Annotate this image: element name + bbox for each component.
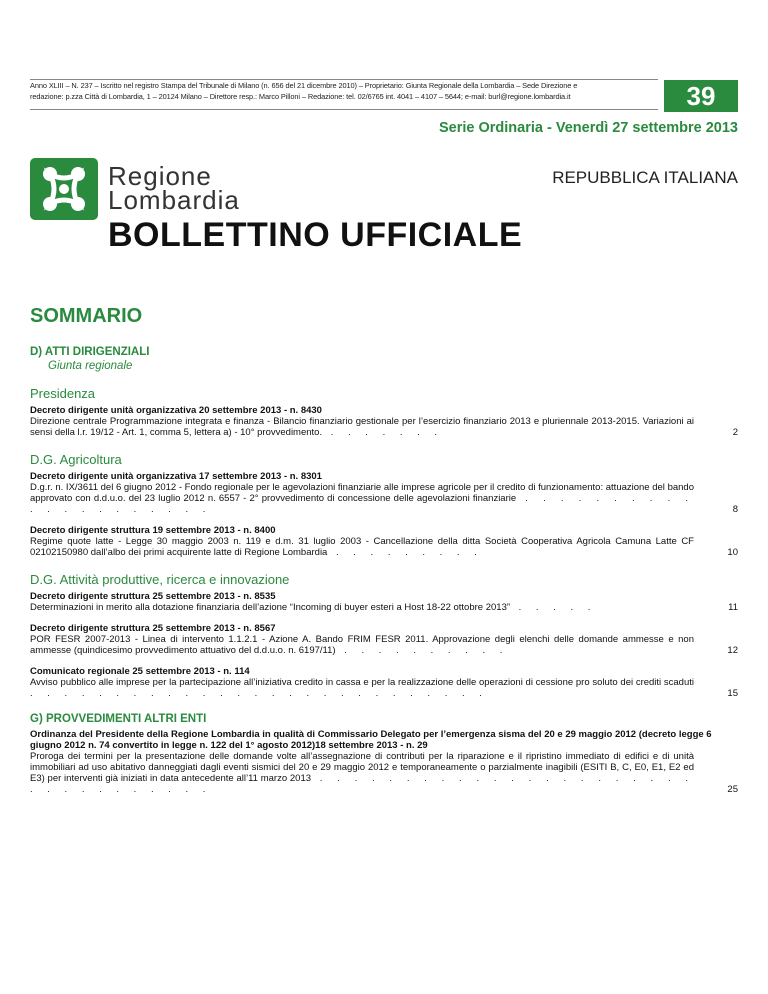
toc-entry[interactable] bbox=[30, 666, 738, 699]
leader-dots: . . . . . . . bbox=[322, 427, 444, 438]
region-name-line-2: Lombardia bbox=[108, 185, 240, 215]
serie-date: Serie Ordinaria - Venerdì 27 settembre 2013 bbox=[438, 120, 738, 136]
region-name-line-1: Regione bbox=[108, 161, 212, 191]
region-name bbox=[108, 161, 240, 215]
toc-entry[interactable] bbox=[30, 471, 738, 515]
section-d-subheading: Giunta regionale bbox=[48, 360, 133, 372]
bulletin-title: BOLLETTINO UFFICIALE bbox=[108, 216, 523, 254]
table-of-contents bbox=[30, 346, 738, 805]
toc-entry[interactable] bbox=[30, 405, 738, 438]
entry-body: POR FESR 2007-2013 - Linea di intervento 1.1.2.1 - Azione A. Bando FRIM FESR 2011. Approvazione degli elenchi delle domande ammesse e non ammesse (quindicesimo provvedimento attuativo del d.d.u.o. n. 6197/11) bbox=[30, 634, 694, 656]
republic-label: REPUBBLICA ITALIANA bbox=[552, 168, 738, 187]
section-g-heading: G) PROVVEDIMENTI ALTRI ENTI bbox=[30, 713, 207, 725]
entry-title: Decreto dirigente struttura 25 settembre 2013 - n. 8535 bbox=[30, 591, 276, 602]
group-title-presidenza: Presidenza bbox=[30, 386, 96, 401]
entry-title: Decreto dirigente unità organizzativa 20 settembre 2013 - n. 8430 bbox=[30, 405, 322, 416]
entry-page: 11 bbox=[728, 602, 738, 613]
leader-dots: . . . . . . . . . . . . . . . . . . . . . . . . . . . . . . . . . bbox=[30, 773, 694, 795]
rosa-camuna-icon bbox=[30, 158, 98, 220]
group-title-attivita-produttive: D.G. Attività produttive, ricerca e innovazione bbox=[30, 572, 290, 587]
entry-body-wrap bbox=[30, 751, 738, 795]
entry-title: Ordinanza del Presidente della Regione Lombardia in qualità di Commissario Delegato per l’emergenza sisma del 20 e 29 maggio 2012 (decreto legge 6 giugno 2012 n. 74 convertito in legge n. 122 del 1° agosto 2012)18 settembre 2013 - n. 29 bbox=[30, 729, 712, 751]
toc-entry[interactable] bbox=[30, 623, 738, 656]
entry-body-wrap bbox=[30, 416, 738, 438]
masthead-line-2: redazione: p.zza Città di Lombardia, 1 – 20124 Milano – Direttore resp.: Marco Pilloni – Redazione: tel. 02/6765 int. 4041 – 4107 – 5644; e-mail: burl@regione.lombardia.it bbox=[30, 92, 571, 101]
entry-title: Decreto dirigente unità organizzativa 17 settembre 2013 - n. 8301 bbox=[30, 471, 322, 482]
entry-page: 15 bbox=[727, 688, 738, 699]
leader-dots: . . . . . . . . . . bbox=[335, 645, 509, 656]
entry-title: Comunicato regionale 25 settembre 2013 - n. 114 bbox=[30, 666, 250, 677]
entry-body-wrap bbox=[30, 677, 738, 699]
entry-body: D.g.r. n. IX/3611 del 6 giugno 2012 - Fondo regionale per le agevolazioni finanziarie alle imprese agricole per il credito di funzionamento: attuazione del bando approvato con d.d.u.o. del 23 luglio 2012 n. 6557 - 2° provvedimento di concessione delle agevolazioni finanziarie bbox=[30, 482, 694, 504]
entry-title: Decreto dirigente struttura 25 settembre 2013 - n. 8567 bbox=[30, 623, 276, 634]
masthead bbox=[30, 80, 658, 108]
leader-dots: . . . . . bbox=[510, 602, 597, 613]
leader-dots: . . . . . . . . . . . . . . . . . . . . . . . . . . . bbox=[30, 688, 488, 699]
sommario-heading: SOMMARIO bbox=[30, 305, 143, 327]
entry-body-wrap bbox=[30, 634, 738, 656]
entry-body: Direzione centrale Programmazione integrata e finanza - Bilancio finanziario gestionale per l’esercizio finanziario 2013 e pluriennale 2013-2015. Variazioni ai sensi della l.r. 19/12 - Art. 1, comma 5, lettera a) - 10° provvedimento. bbox=[30, 416, 694, 438]
entry-page: 25 bbox=[727, 784, 738, 795]
entry-title: Decreto dirigente struttura 19 settembre 2013 - n. 8400 bbox=[30, 525, 276, 536]
entry-page: 8 bbox=[732, 504, 738, 515]
leader-dots: . . . . . . . . . . . . . . . . . . . . . bbox=[30, 493, 694, 515]
masthead-line-1: Anno XLIII – N. 237 – Iscritto nel registro Stampa del Tribunale di Milano (n. 656 del 21 dicembre 2010) – Proprietario: Giunta Regionale della Lombardia – Sede Direzione e bbox=[30, 81, 578, 90]
toc-entry[interactable] bbox=[30, 591, 738, 613]
group-title-agricoltura: D.G. Agricoltura bbox=[30, 452, 122, 467]
leader-dots: . . . . . . . . . bbox=[327, 547, 483, 558]
entry-body-wrap bbox=[30, 536, 738, 558]
entry-body: Regime quote latte - Legge 30 maggio 2003 n. 119 e d.m. 31 luglio 2003 - Cancellazione della ditta Società Cooperativa Agricola Camuna Latte CF 02102150980 dall’albo dei primi acquirente latte di Regione Lombardia bbox=[30, 536, 694, 558]
toc-entry[interactable] bbox=[30, 729, 738, 795]
entry-body: Avviso pubblico alle imprese per la partecipazione all’iniziativa credito in cassa e per la realizzazione delle operazioni di cessione pro soluto dei crediti scaduti bbox=[30, 677, 694, 688]
entry-body-wrap bbox=[30, 602, 738, 613]
entry-page: 2 bbox=[732, 427, 738, 438]
entry-page: 10 bbox=[727, 547, 738, 558]
masthead-bottom-rule bbox=[30, 109, 658, 110]
section-d-heading: D) ATTI DIRIGENZIALI bbox=[30, 346, 150, 358]
entry-body: Proroga dei termini per la presentazione delle domande volte all’assegnazione di contributi per la riparazione e il ripristino immediato di edifici e di unità immobiliari ad uso abitativo danneggiati dagli eventi sismici del 20 e 29 maggio 2012 e temporaneamente o parzialmente inagibili (ESITI B, C, E0, E1, E2 ed E3) per interventi già iniziati in data antecedente all’11 marzo 2013 bbox=[30, 751, 694, 784]
issue-page-number: 39 bbox=[664, 80, 738, 112]
entry-body-wrap bbox=[30, 482, 738, 515]
toc-entry[interactable] bbox=[30, 525, 738, 558]
entry-page: 12 bbox=[727, 645, 738, 656]
entry-body: Determinazioni in merito alla dotazione finanziaria dell’azione “Incoming di buyer esteri a Host 18-22 ottobre 2013” bbox=[30, 602, 511, 613]
